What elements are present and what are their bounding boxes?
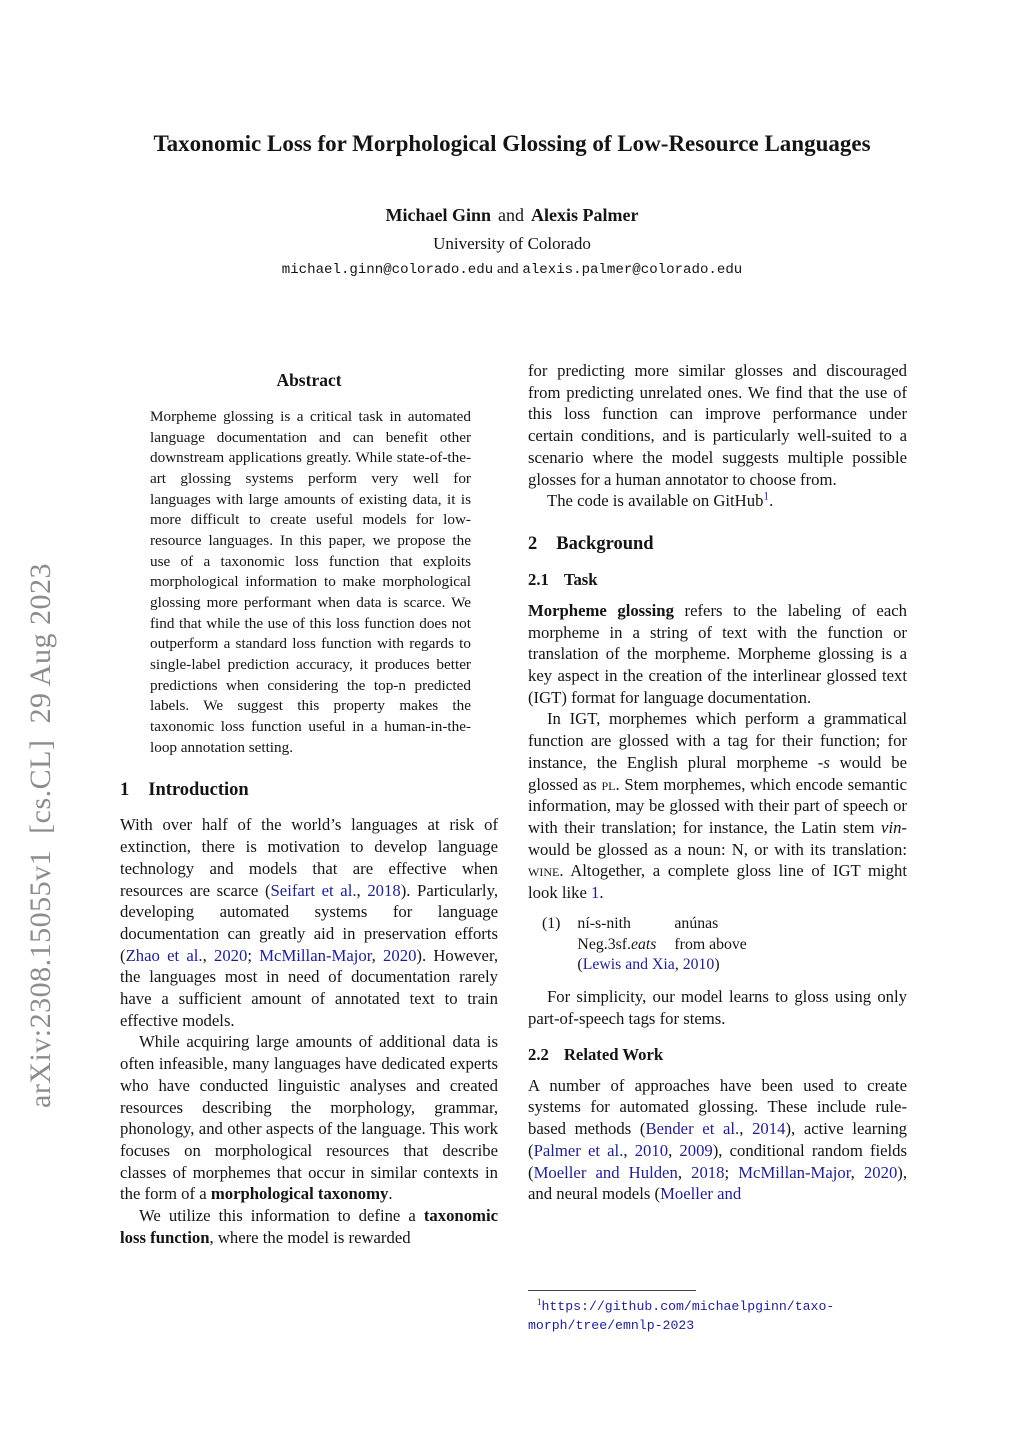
text-span: eats: [630, 935, 657, 953]
subsection-heading-task: [528, 570, 907, 590]
text-span: ,: [623, 1140, 635, 1160]
paragraph: [528, 600, 907, 709]
citation-link[interactable]: 2018: [367, 880, 401, 900]
section-heading-background: [528, 534, 907, 555]
citation-link[interactable]: 1: [763, 490, 770, 503]
citation-link[interactable]: 2018: [691, 1162, 725, 1182]
text-span: ;: [247, 945, 260, 965]
text-span: alexis.palmer@colorado.edu: [522, 261, 743, 278]
text-span: pl: [601, 774, 616, 794]
citation-link[interactable]: McMillan-Major: [738, 1162, 851, 1182]
text-span: .: [388, 1184, 393, 1204]
paragraph: [528, 1075, 907, 1205]
citation-link[interactable]: McMillan-Major: [259, 945, 372, 965]
text-span: . Stem morphemes, which encode semantic information, may be glossed with their part of speech or with their translation; for instance, the Latin stem: [528, 774, 907, 837]
example-number: (1): [542, 914, 561, 932]
section-title: Background: [556, 533, 654, 554]
text-span: wine: [528, 861, 560, 881]
citation-link[interactable]: Bender et al.: [645, 1119, 740, 1139]
subsection-heading-related-work: [528, 1045, 907, 1065]
arxiv-watermark: arXiv:2308.15055v1 [cs.CL] 29 Aug 2023: [24, 563, 57, 1108]
text-span: With over half of the world’s languages at risk of extinction, there is motivation to develop language technology and models that are effective when resources are scarce (: [120, 815, 498, 900]
igt-gloss-word: from above: [674, 935, 747, 953]
citation-link[interactable]: 2010: [682, 956, 715, 974]
citation-link[interactable]: 2014: [752, 1119, 786, 1139]
abstract-heading: Abstract: [276, 370, 342, 390]
text-span: ,: [850, 1162, 864, 1182]
citation-link[interactable]: Moeller and Hulden: [533, 1162, 678, 1182]
text-span: and: [493, 260, 523, 277]
text-span: .: [599, 883, 604, 903]
author-emails: [100, 261, 924, 278]
footnote-rule: [528, 1290, 696, 1291]
abstract-text: Morpheme glossing is a critical task in automated language documentation and can benefit other downstream applications greatly. While state-of-the-art glossing systems perform very well for languages with large amounts of existing data, it is more difficult to create useful models for low-resource languages. In this paper, we propose the use of a taxonomic loss function that exploits morphological information to make morphological glossing more performant when data is scarce. We find that while the use of this loss function does not outperform a standard loss function with regards to single-label prediction accuracy, it produces better predictions when considering the top-n predicted labels. We suggest this property makes the taxonomic loss function useful in a human-in-the-loop annotation setting.: [150, 408, 471, 756]
text-span: and: [498, 204, 525, 225]
author-line: [100, 205, 924, 226]
paper-title: Taxonomic Loss for Morphological Glossing of Low-Resource Languages: [153, 131, 871, 156]
citation-link[interactable]: 2010: [634, 1140, 669, 1160]
text-span: morphological taxonomy: [210, 1184, 389, 1204]
citation-link[interactable]: Lewis and Xia: [582, 956, 675, 974]
text-span: Neg.3sf.: [577, 935, 631, 953]
text-span: ,: [202, 945, 214, 965]
paragraph: [120, 1205, 498, 1248]
citation-link[interactable]: 2020: [213, 945, 248, 965]
text-span: vin-: [881, 817, 907, 837]
citation-link[interactable]: Palmer et al.: [533, 1140, 624, 1160]
text-span: michael.ginn@colorado.edu: [281, 261, 494, 278]
text-span: -s: [817, 752, 830, 772]
text-span: ,: [356, 880, 368, 900]
text-span: refers to the labeling of each morpheme in a string of text with the function or translation of the morpheme. Morpheme glossing is a key aspect in the creation of the interlinear glossed text (IGT) format for language documentation.: [528, 600, 907, 707]
text-span: . Altogether, a complete gloss line of IGT might look like: [528, 861, 907, 903]
igt-source-word: ní-s-nith: [577, 914, 631, 932]
text-span: .: [769, 491, 774, 511]
paragraph-code-availability: [528, 490, 907, 512]
footnote-url-link[interactable]: https://github.com/michaelpginn/taxo-morph/tree/emnlp-2023: [528, 1299, 835, 1333]
subsection-number: 2.1: [528, 569, 549, 589]
section-number: 2: [528, 533, 538, 554]
paper-header: [100, 130, 924, 278]
text-span: would be glossed as: [528, 752, 907, 794]
paragraph: [120, 1031, 498, 1205]
paragraph: [528, 360, 907, 490]
paragraph: [528, 986, 907, 1029]
text-span: For simplicity, our model learns to gloss using only part-of-speech tags for stems.: [528, 987, 907, 1028]
footnote: [528, 1290, 907, 1335]
example-citation: [577, 955, 746, 976]
paragraph: [528, 708, 907, 903]
text-span: Michael Ginn: [385, 204, 492, 225]
text-span: Morpheme glossing: [528, 600, 674, 620]
footnote-text: [528, 1297, 907, 1335]
text-span: The code is available on GitHub: [547, 491, 764, 511]
igt-gloss-line: [577, 935, 746, 956]
subsection-number: 2.2: [528, 1044, 549, 1064]
text-span: ;: [724, 1162, 739, 1182]
igt-source-line: [577, 914, 746, 935]
citation-link[interactable]: 2020: [863, 1162, 898, 1182]
example-content: [577, 914, 746, 977]
paragraph: [120, 814, 498, 1031]
text-span: ), and neural models (: [528, 1162, 908, 1204]
text-span: A number of approaches have been used to create systems for automated glossing. These include rule-based methods (: [528, 1075, 907, 1139]
text-span: ). However, the languages most in need of documentation rarely have a sufficient amount of annotated text to train effective models.: [120, 945, 499, 1030]
text-span: would be glossed as a noun: N, or with its translation:: [528, 839, 907, 859]
citation-link[interactable]: 2020: [383, 945, 417, 965]
igt-example: [542, 914, 907, 977]
citation-link[interactable]: Zhao et al.: [125, 945, 203, 965]
text-span: While acquiring large amounts of additional data is often infeasible, many languages have dedicated experts who have conducted linguistic analyses and created resources describing the morphology, grammar, phonology, and other aspects of the language. This work focuses on morphological resources that describe classes of morphemes that occur in similar contexts in the form of a: [120, 1032, 498, 1204]
subsection-title: Related Work: [563, 1044, 664, 1064]
text-span: ,: [668, 1140, 680, 1160]
section-heading-introduction: [120, 780, 498, 801]
igt-gloss-word: [577, 935, 674, 956]
citation-link[interactable]: Seifart et al.: [270, 880, 357, 900]
text-span: ), active learning (: [528, 1119, 908, 1160]
text-span: We utilize this information to define a: [139, 1206, 424, 1226]
text-span: ): [714, 956, 720, 974]
text-span: ,: [674, 956, 683, 974]
text-span: ,: [739, 1119, 753, 1139]
footnote-marker: 1: [537, 1296, 542, 1307]
citation-link[interactable]: Moeller and: [660, 1184, 742, 1204]
affiliation: University of Colorado: [433, 233, 591, 253]
section-title: Introduction: [148, 780, 249, 801]
citation-link[interactable]: 1: [591, 883, 600, 903]
text-span: ). Particularly, developing automated systems for language documentation can greatly aid in preservation efforts (: [120, 880, 498, 965]
text-span: ,: [677, 1162, 692, 1182]
text-span: taxonomic loss function: [120, 1206, 498, 1247]
left-column: [120, 366, 498, 1248]
igt-source-word: anúnas: [674, 914, 719, 932]
text-span: , where the model is rewarded: [209, 1227, 411, 1247]
right-column: [528, 360, 907, 1205]
text-span: (: [577, 956, 583, 974]
section-number: 1: [120, 780, 130, 801]
text-span: for predicting more similar glosses and discouraged from predicting unrelated ones. We find that the use of this loss function can improve performance under certain conditions, and is particularly well-suited to a scenario where the model suggests multiple possible glosses for a human annotator to choose from.: [528, 361, 907, 489]
subsection-title: Task: [563, 569, 598, 589]
text-span: In IGT, morphemes which perform a grammatical function are glossed with a tag for their function; for instance, the English plural morpheme: [528, 709, 907, 772]
text-span: ), conditional random fields (: [528, 1140, 908, 1182]
citation-link[interactable]: 2009: [679, 1140, 713, 1160]
text-span: Alexis Palmer: [531, 204, 639, 225]
text-span: ,: [371, 945, 384, 965]
